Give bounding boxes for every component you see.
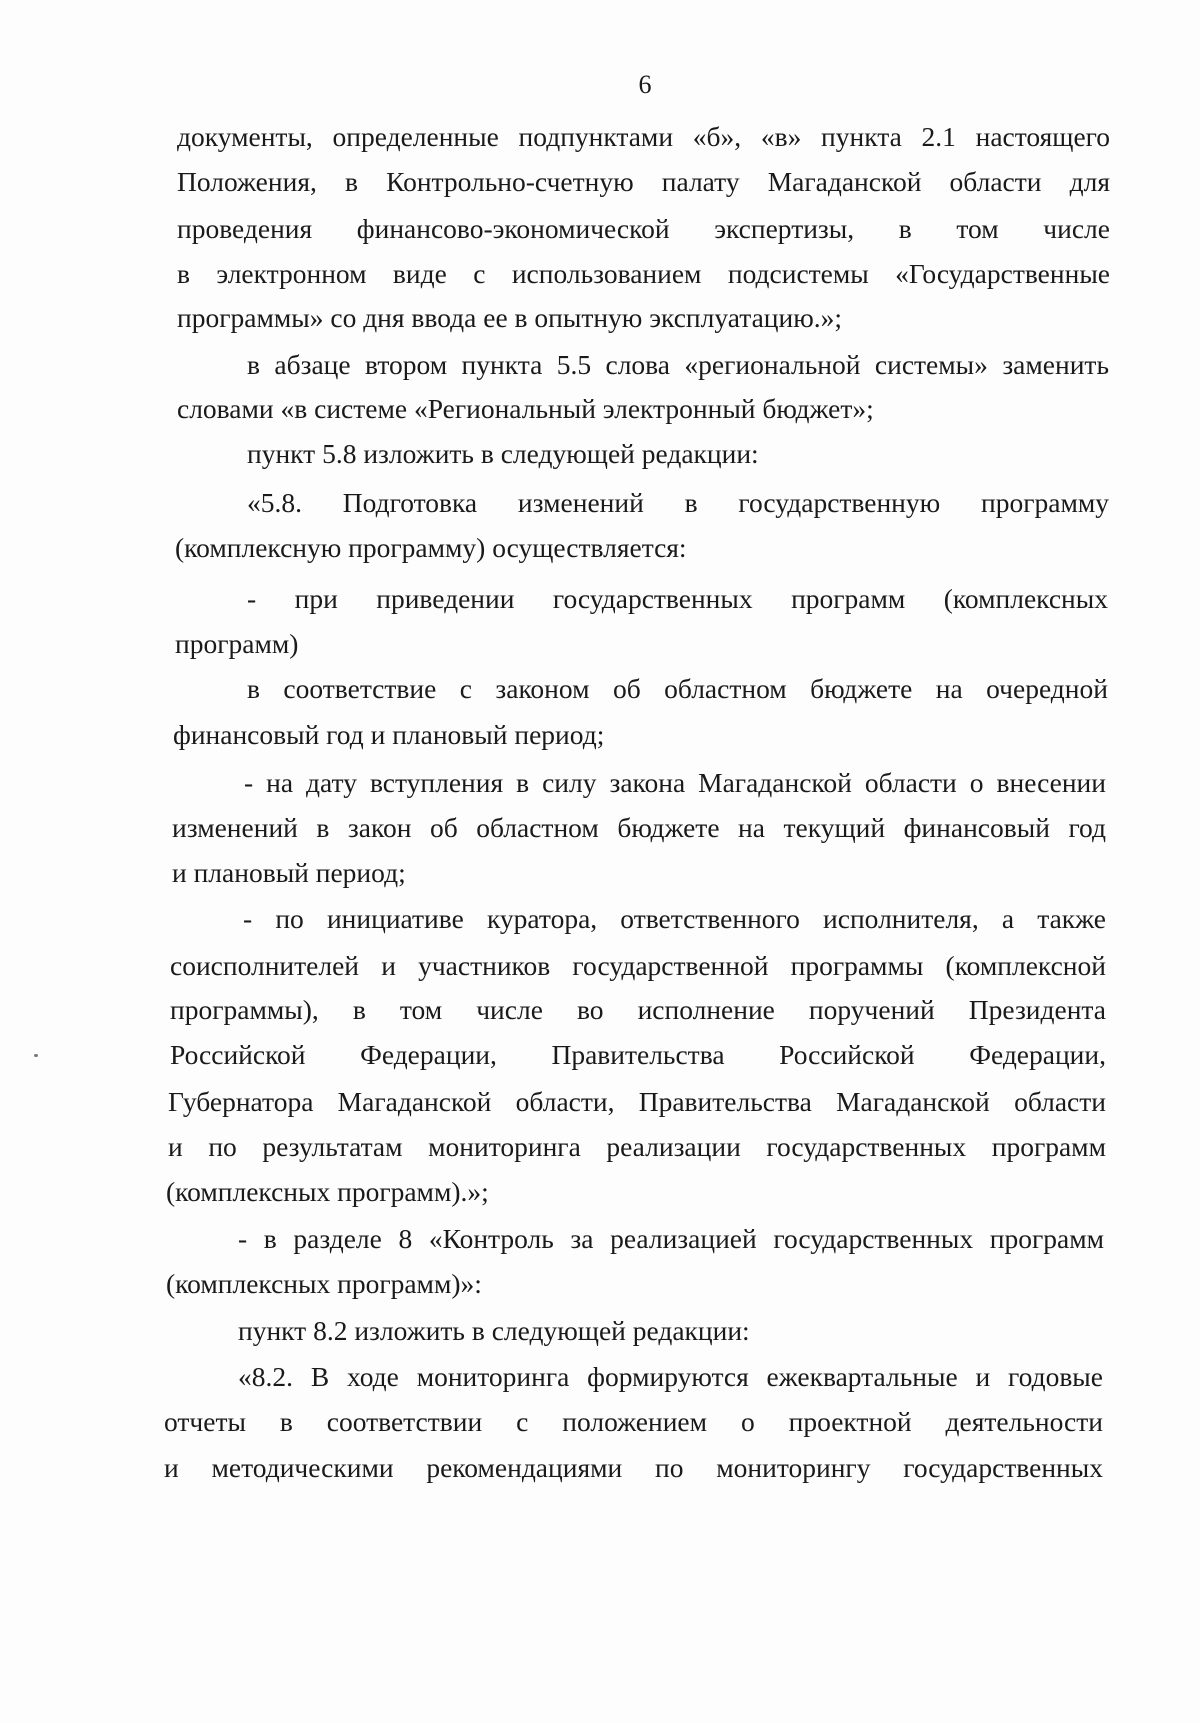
text-line: пункт 8.2 изложить в следующей редакции: xyxy=(238,1315,750,1346)
text-line: - при приведении государственных программ (комплексных xyxy=(247,583,1108,614)
text-line: изменений в закон об областном бюджете на текущий финансовый год xyxy=(172,812,1106,843)
text-line: (комплексных программ).»; xyxy=(166,1176,489,1207)
text-line: в соответствие с законом об областном бюджете на очередной xyxy=(247,673,1108,704)
text-line: финансовый год и плановый период; xyxy=(173,719,605,750)
text-line: программы» со дня ввода ее в опытную эксплуатацию.»; xyxy=(177,302,843,333)
text-line: (комплексную программу) осуществляется: xyxy=(175,532,687,563)
text-line: и методическими рекомендациями по мониторингу государственных xyxy=(164,1452,1103,1483)
text-line: отчеты в соответствии с положением о проектной деятельности xyxy=(164,1406,1103,1437)
text-line: Положения, в Контрольно-счетную палату Магаданской области для xyxy=(177,166,1110,197)
text-line: в электронном виде с использованием подсистемы «Государственные xyxy=(177,258,1110,289)
text-line: программ) xyxy=(175,628,299,659)
text-line: «8.2. В ходе мониторинга формируются ежеквартальные и годовые xyxy=(238,1361,1103,1392)
text-line: и плановый период; xyxy=(172,857,406,888)
text-line: в абзаце втором пункта 5.5 слова «региональной системы» заменить xyxy=(247,349,1109,380)
text-line: словами «в системе «Региональный электронный бюджет»; xyxy=(177,393,874,424)
text-line: - на дату вступления в силу закона Магаданской области о внесении xyxy=(244,767,1106,798)
scan-speck xyxy=(34,1054,38,1057)
text-line: - в разделе 8 «Контроль за реализацией государственных программ xyxy=(238,1223,1104,1254)
text-line: Губернатора Магаданской области, Правительства Магаданской области xyxy=(168,1086,1106,1117)
text-line: проведения финансово-экономической экспертизы, в том числе xyxy=(177,213,1110,244)
text-line: соисполнителей и участников государственной программы (комплексной xyxy=(170,950,1106,981)
text-line: документы, определенные подпунктами «б», «в» пункта 2.1 настоящего xyxy=(177,121,1110,152)
text-line: (комплексных программ)»: xyxy=(166,1268,482,1299)
text-line: - по инициативе куратора, ответственного исполнителя, а также xyxy=(243,903,1106,934)
text-line: программы), в том числе во исполнение поручений Президента xyxy=(170,994,1106,1025)
text-line: и по результатам мониторинга реализации государственных программ xyxy=(168,1131,1106,1162)
text-line: пункт 5.8 изложить в следующей редакции: xyxy=(247,438,759,469)
text-line: «5.8. Подготовка изменений в государственную программу xyxy=(247,487,1109,518)
text-line: Российской Федерации, Правительства Российской Федерации, xyxy=(170,1039,1106,1070)
page-number: 6 xyxy=(638,70,652,99)
